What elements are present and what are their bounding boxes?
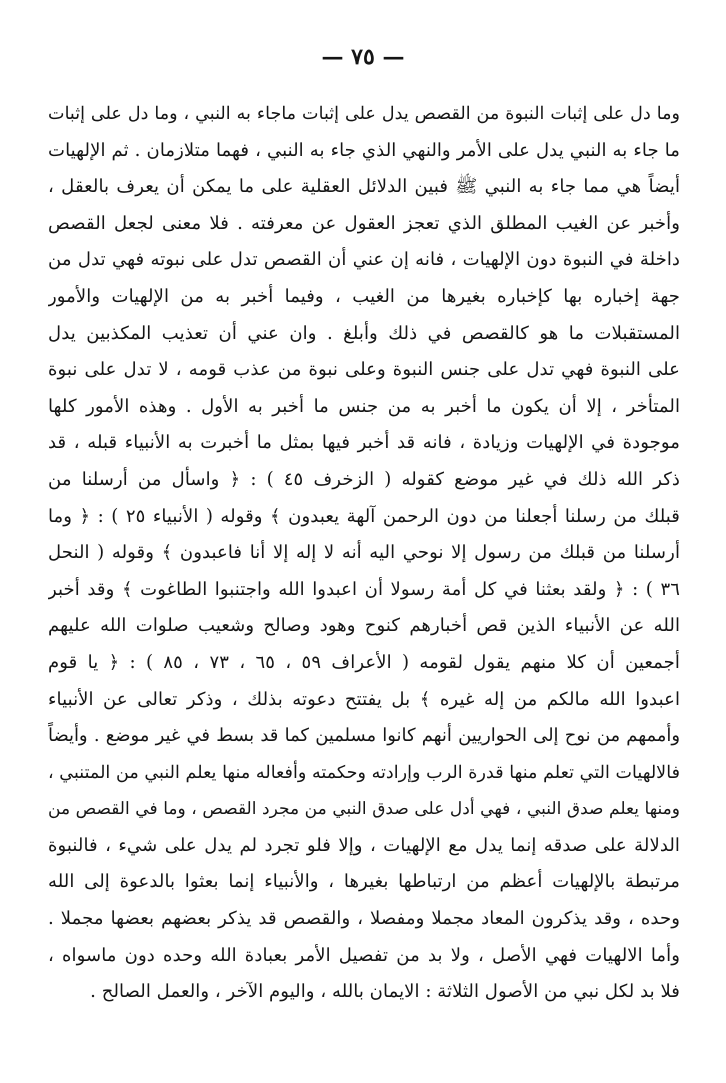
text-line: فالالهيات التي تعلم منها قدرة الرب وإرادته وحكمته وأفعاله منها يعلم النبي من المتنبي ، — [48, 762, 680, 783]
text-line: أرسلنا من قبلك من رسول إلا نوحي اليه أنه لا إله إلا أنا فاعبدون ﴾ وقوله ( النحل — [48, 542, 680, 564]
text-line: الدلالة على صدقه إنما يدل مع الإلهيات ، وإلا فلو تجرد لم يدل على شيء ، فالنبوة — [48, 834, 680, 856]
text-line: وما دل على إثبات النبوة من القصص يدل على إثبات ماجاء به النبي ، وما دل على إثبات — [48, 104, 680, 124]
text-line: أيضاً هي مما جاء به النبي ﷺ فبين الدلائل العقلية على ما يمكن أن يعرف بالعقل ، — [48, 176, 680, 198]
text-line: ما جاء به النبي يدل على الأمر والنهي الذي جاء به النبي ، فهما متلازمان . ثم الإلهيات — [48, 139, 680, 161]
text-line: على النبوة فهي تدل على جنس النبوة وعلى نبوة من عذب قومه ، لا تدل على نبوة — [48, 359, 680, 381]
text-line: موجودة في الإلهيات وزيادة ، فانه قد أخبر فيها بمثل ما أخبرت به الأنبياء قبله ، قد — [48, 432, 680, 454]
text-line: ٣٦ ) : ﴿ ولقد بعثنا في كل أمة رسولا أن اعبدوا الله واجتنبوا الطاغوت ﴾ وقد أخبر — [48, 578, 680, 600]
text-line: وأخبر عن الغيب المطلق الذي تعجز العقول عن معرفته . فلا معنى لجعل القصص — [48, 212, 680, 234]
text-line: فلا بد لكل نبي من الأصول الثلاثة : الايمان بالله ، واليوم الآخر ، والعمل الصالح . — [90, 981, 680, 1003]
text-line: أجمعين أن كلا منهم يقول لقومه ( الأعراف ٥٩ ، ٦٥ ، ٧٣ ، ٨٥ ) : ﴿ يا قوم — [48, 651, 680, 673]
text-line: الله عن الأنبياء الذين قص أخبارهم كنوح وهود وصالح وشعيب صلوات الله عليهم — [48, 615, 680, 637]
text-line: وأممهم من نوح إلى الحواريين أنهم كانوا مسلمين كما قد بسط في غير موضع . وأيضاً — [48, 725, 680, 747]
text-line: وحده ، وقد يذكرون المعاد مجملا ومفصلا ، والقصص قد يذكر بعضهم بعضها مجملا . — [48, 908, 680, 930]
page-number: — ٧٥ — — [321, 44, 405, 70]
text-line: ومنها يعلم صدق النبي ، فهي أدل على صدق النبي من مجرد القصص ، وما في القصص من — [48, 799, 680, 820]
text-line: قبلك من رسلنا أجعلنا من دون الرحمن آلهة يعبدون ﴾ وقوله ( الأنبياء ٢٥ ) : ﴿ وما — [48, 505, 680, 527]
text-line: مرتبطة بالإلهيات أعظم من ارتباطها بغيرها ، والأنبياء إنما بعثوا بالدعوة إلى الله — [48, 871, 680, 893]
text-line: داخلة في النبوة دون الإلهيات ، فانه إن عني أن القصص تدل على نبوته فهي تدل من — [48, 249, 680, 271]
body-text — [48, 96, 680, 1011]
text-line: وأما الالهيات فهي الأصل ، ولا بد من تفصيل الأمر بعبادة الله وحده دون ماسواه ، — [48, 944, 680, 966]
text-line: اعبدوا الله مالكم من إله غيره ﴾ بل يفتتح دعوته بذلك ، وذكر تعالى عن الأنبياء — [48, 688, 680, 710]
text-line: جهة إخباره بها كإخباره بغيرها من الغيب ، وفيما أخبر به من الإلهيات والأمور — [48, 285, 680, 307]
text-line: ذكر الله ذلك في غير موضع كقوله ( الزخرف ٤٥ ) : ﴿ واسأل من أرسلنا من — [48, 468, 680, 490]
text-line: المستقبلات ما هو كالقصص في ذلك وأبلغ . وان عني أن تعذيب المكذبين يدل — [48, 322, 680, 344]
text-line: المتأخر ، إلا أن يكون ما أخبر به من جنس ما أخبر به الأول . وهذه الأمور كلها — [48, 395, 680, 417]
